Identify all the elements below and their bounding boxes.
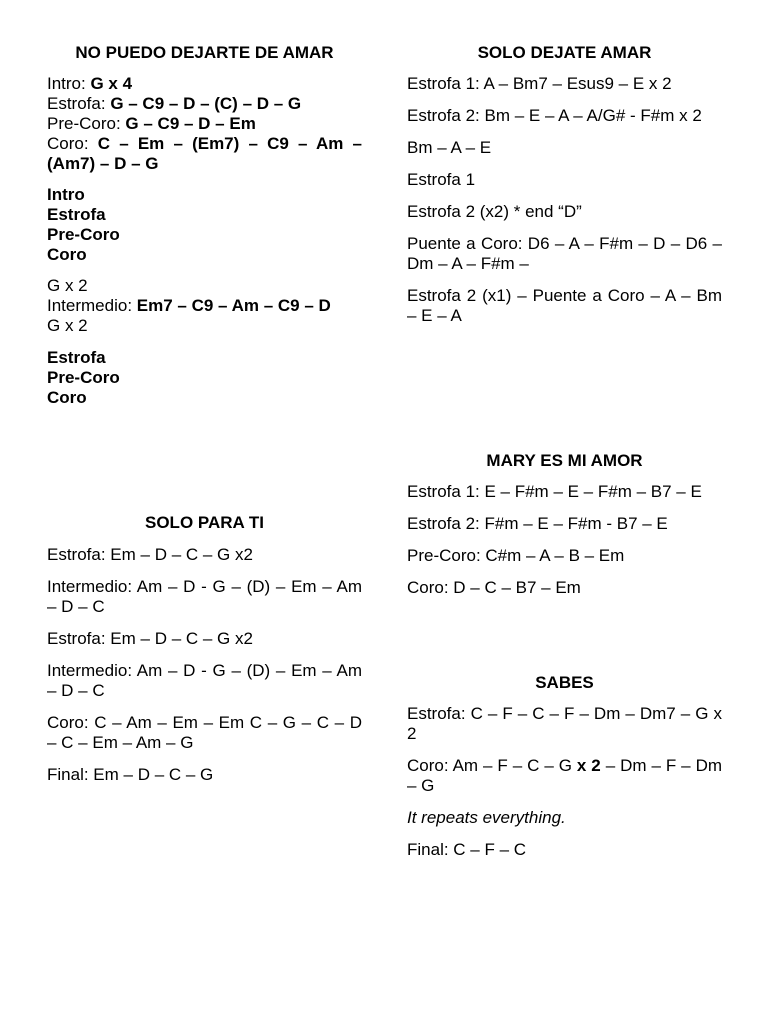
song-mary-es-mi-amor (407, 451, 722, 598)
chord-line: Estrofa: Em – D – C – G x2 (47, 629, 253, 648)
chord-line: Final: C – F – C (407, 840, 527, 859)
precoro-line: Pre-Coro: G – C9 – D – Em (47, 114, 256, 133)
chord-line: Estrofa 2: Bm – E – A – A/G# - F#m x 2 (407, 106, 702, 125)
chord-line: Coro: C – Am – Em – Em C – G – C – D – C – Em – Am – G (47, 713, 362, 752)
chord-line: Estrofa 2 (x2) * end “D” (407, 202, 582, 221)
g-x2-line: G x 2 (47, 276, 88, 295)
estrofa-line: Estrofa: G – C9 – D – (C) – D – G (47, 94, 302, 113)
intermedio-line: Intermedio: Em7 – C9 – Am – C9 – D (47, 296, 331, 315)
note-line: It repeats everything. (407, 808, 566, 827)
song-solo-dejate-amar (407, 43, 722, 326)
chord-line: Bm – A – E (407, 138, 492, 157)
structure-item: Intro (47, 185, 85, 204)
chord-line: Coro: D – C – B7 – Em (407, 578, 581, 597)
structure-item: Estrofa (47, 205, 106, 224)
chord-line: Estrofa: C – F – C – F – Dm – Dm7 – G x 2 (407, 704, 722, 743)
chord-line: Estrofa: Em – D – C – G x2 (47, 545, 253, 564)
structure-item: Pre-Coro (47, 368, 120, 387)
chord-line: Estrofa 1: A – Bm7 – Esus9 – E x 2 (407, 74, 672, 93)
chord-line: Pre-Coro: C#m – A – B – Em (407, 546, 625, 565)
chord-line: Estrofa 2: F#m – E – F#m - B7 – E (407, 514, 668, 533)
intro-line: Intro: G x 4 (47, 74, 133, 93)
song-title: SOLO DEJATE AMAR (477, 43, 652, 62)
chord-line: Final: Em – D – C – G (47, 765, 214, 784)
song-title: NO PUEDO DEJARTE DE AMAR (75, 43, 334, 62)
chord-line: Estrofa 1 (407, 170, 476, 189)
structure-block-1 (47, 185, 362, 265)
structure-block-2 (47, 348, 362, 408)
song-no-puedo-dejarte-de-amar (47, 43, 362, 408)
song-title: MARY ES MI AMOR (486, 451, 643, 470)
chord-line: Estrofa 1: E – F#m – E – F#m – B7 – E (407, 482, 702, 501)
coro-line: Coro: Am – F – C – G x 2 – Dm – F – Dm – G (407, 756, 723, 795)
structure-item: Coro (47, 245, 87, 264)
chord-line: Intermedio: Am – D - G – (D) – Em – Am – D – C (47, 577, 362, 616)
song-title: SABES (535, 673, 594, 692)
chord-summary (47, 74, 362, 174)
g-x2-line: G x 2 (47, 316, 88, 335)
intermedio-block (47, 276, 362, 336)
coro-line: Coro: C – Em – (Em7) – C9 – Am – (Am7) – D – G (47, 134, 362, 173)
chord-line: Intermedio: Am – D - G – (D) – Em – Am – D – C (47, 661, 362, 700)
song-solo-para-ti (47, 513, 362, 785)
structure-item: Estrofa (47, 348, 106, 367)
song-title: SOLO PARA TI (145, 513, 264, 532)
song-sabes (407, 673, 722, 860)
chord-line: Puente a Coro: D6 – A – F#m – D – D6 – Dm – A – F#m – (407, 234, 722, 273)
structure-item: Pre-Coro (47, 225, 120, 244)
structure-item: Coro (47, 388, 87, 407)
chord-line: Estrofa 2 (x1) – Puente a Coro – A – Bm – E – A (407, 286, 722, 325)
